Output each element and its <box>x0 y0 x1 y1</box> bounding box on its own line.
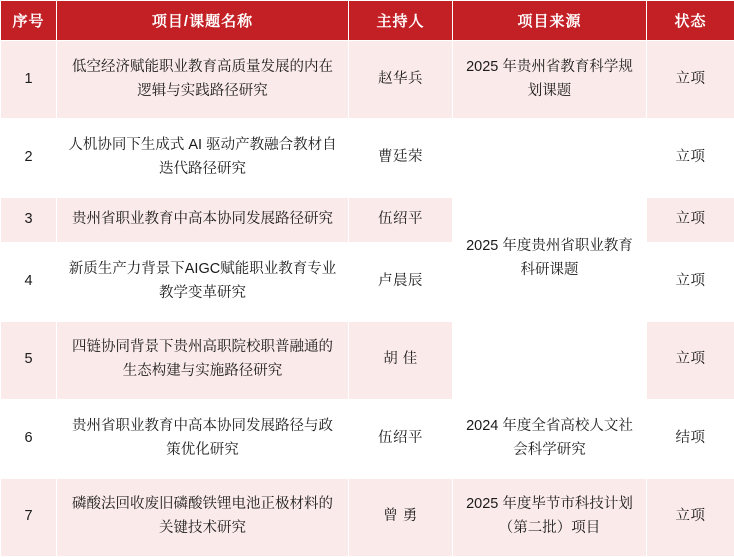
table-row <box>1 119 734 197</box>
cell-leader: 曾 勇 <box>349 478 453 556</box>
cell-project-name: 人机协同下生成式 AI 驱动产教融合教材自迭代路径研究 <box>57 119 349 197</box>
cell-leader: 卢晨辰 <box>349 243 453 321</box>
cell-source: 2025 年度毕节市科技计划（第二批）项目 <box>453 478 647 556</box>
cell-source: 2024 年度全省高校人文社会科学研究 <box>453 400 647 478</box>
table-header <box>1 1 734 41</box>
cell-leader: 伍绍平 <box>349 197 453 242</box>
cell-seq: 3 <box>1 197 57 242</box>
table-row <box>1 41 734 119</box>
column-header-status: 状态 <box>647 1 734 41</box>
cell-leader: 胡 佳 <box>349 321 453 399</box>
cell-seq: 1 <box>1 41 57 119</box>
cell-project-name: 低空经济赋能职业教育高质量发展的内在逻辑与实践路径研究 <box>57 41 349 119</box>
cell-status: 立项 <box>647 197 734 242</box>
cell-source-merged: 2025 年度贵州省职业教育科研课题 <box>453 119 647 400</box>
cell-project-name: 贵州省职业教育中高本协同发展路径研究 <box>57 197 349 242</box>
cell-status: 结项 <box>647 400 734 478</box>
cell-project-name: 磷酸法回收废旧磷酸铁锂电池正极材料的关键技术研究 <box>57 478 349 556</box>
column-header-name: 项目/课题名称 <box>57 1 349 41</box>
cell-status: 立项 <box>647 321 734 399</box>
cell-seq: 6 <box>1 400 57 478</box>
column-header-source: 项目来源 <box>453 1 647 41</box>
table-body <box>1 41 734 557</box>
table-row <box>1 478 734 556</box>
table-row <box>1 400 734 478</box>
cell-seq: 4 <box>1 243 57 321</box>
cell-source: 2025 年贵州省教育科学规划课题 <box>453 41 647 119</box>
cell-leader: 伍绍平 <box>349 400 453 478</box>
cell-status: 立项 <box>647 243 734 321</box>
cell-status: 立项 <box>647 41 734 119</box>
cell-seq: 2 <box>1 119 57 197</box>
cell-project-name: 贵州省职业教育中高本协同发展路径与政策优化研究 <box>57 400 349 478</box>
cell-project-name: 四链协同背景下贵州高职院校职普融通的生态构建与实施路径研究 <box>57 321 349 399</box>
cell-leader: 赵华兵 <box>349 41 453 119</box>
cell-status: 立项 <box>647 119 734 197</box>
column-header-leader: 主持人 <box>349 1 453 41</box>
column-header-seq: 序号 <box>1 1 57 41</box>
cell-status: 立项 <box>647 478 734 556</box>
cell-leader: 曹廷荣 <box>349 119 453 197</box>
table-header-row <box>1 1 734 41</box>
cell-seq: 7 <box>1 478 57 556</box>
cell-seq: 5 <box>1 321 57 399</box>
cell-project-name: 新质生产力背景下AIGC赋能职业教育专业教学变革研究 <box>57 243 349 321</box>
